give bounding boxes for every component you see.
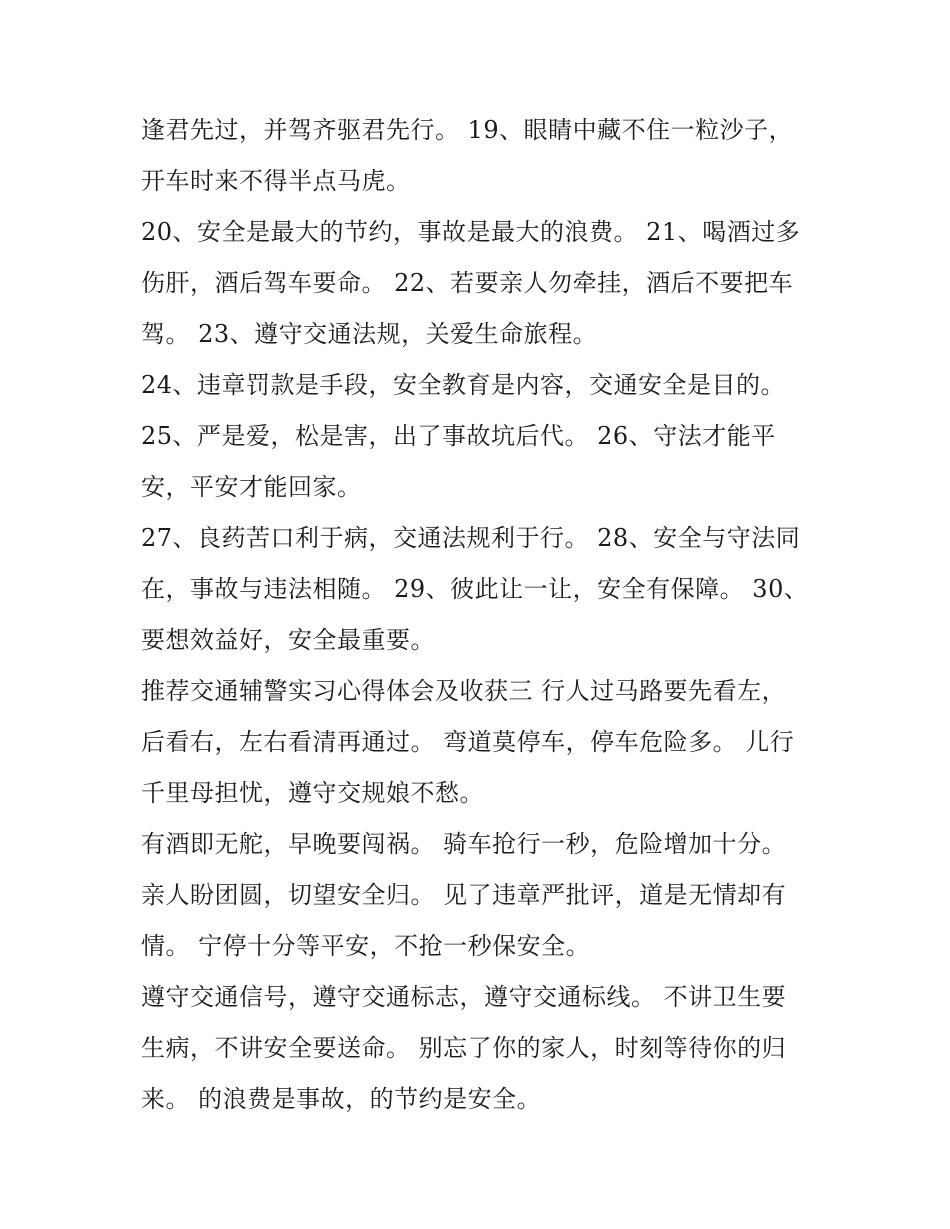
- text-line: 推荐交通辅警实习心得体会及收获三 行人过马路要先看左，: [141, 677, 787, 705]
- paragraph-8: [141, 975, 821, 1128]
- text-line: 情。 宁停十分等平安，不抢一秒保安全。: [141, 932, 591, 960]
- text-line: 逢君先过，并驾齐驱君先行。 19、眼睛中藏不住一粒沙子，: [141, 116, 794, 144]
- text-line: 生病，不讲安全要送命。 别忘了你的家人，时刻等待你的归: [141, 1034, 787, 1062]
- document-body: [141, 108, 821, 1128]
- text-line: 在，事故与违法相随。 29、彼此让一让，安全有保障。 30、: [141, 575, 809, 603]
- text-line: 有酒即无舵，早晚要闯祸。 骑车抢行一秒，危险增加十分。: [141, 830, 787, 858]
- text-line: 24、违章罚款是手段，安全教育是内容，交通安全是目的。: [141, 371, 786, 399]
- paragraph-1: [141, 108, 821, 210]
- paragraph-6: [141, 669, 821, 822]
- text-line: 驾。 23、遵守交通法规，关爱生命旅程。: [141, 320, 598, 348]
- paragraph-4: [141, 414, 821, 516]
- paragraph-3: [141, 363, 821, 414]
- text-line: 遵守交通信号，遵守交通标志，遵守交通标线。 不讲卫生要: [141, 983, 787, 1011]
- paragraph-2: [141, 210, 821, 363]
- text-line: 安，平安才能回家。: [141, 473, 362, 501]
- text-line: 伤肝，酒后驾车要命。 22、若要亲人勿牵挂，酒后不要把车: [141, 269, 794, 297]
- text-line: 27、良药苦口利于病，交通法规利于行。 28、安全与守法同: [141, 524, 801, 552]
- text-line: 25、严是爱，松是害，出了事故坑后代。 26、守法才能平: [141, 422, 776, 450]
- text-line: 开车时来不得半点马虎。: [141, 167, 411, 195]
- text-line: 要想效益好，安全最重要。: [141, 626, 435, 654]
- text-line: 20、安全是最大的节约，事故是最大的浪费。 21、喝酒过多: [141, 218, 801, 246]
- paragraph-5: [141, 516, 821, 669]
- text-line: 来。 的浪费是事故，的节约是安全。: [141, 1085, 542, 1113]
- text-line: 后看右，左右看清再通过。 弯道莫停车，停车危险多。 儿行: [141, 728, 795, 756]
- paragraph-7: [141, 822, 821, 975]
- text-line: 亲人盼团圆，切望安全归。 见了违章严批评，道是无情却有: [141, 881, 787, 909]
- text-line: 千里母担忧，遵守交规娘不愁。: [141, 779, 484, 807]
